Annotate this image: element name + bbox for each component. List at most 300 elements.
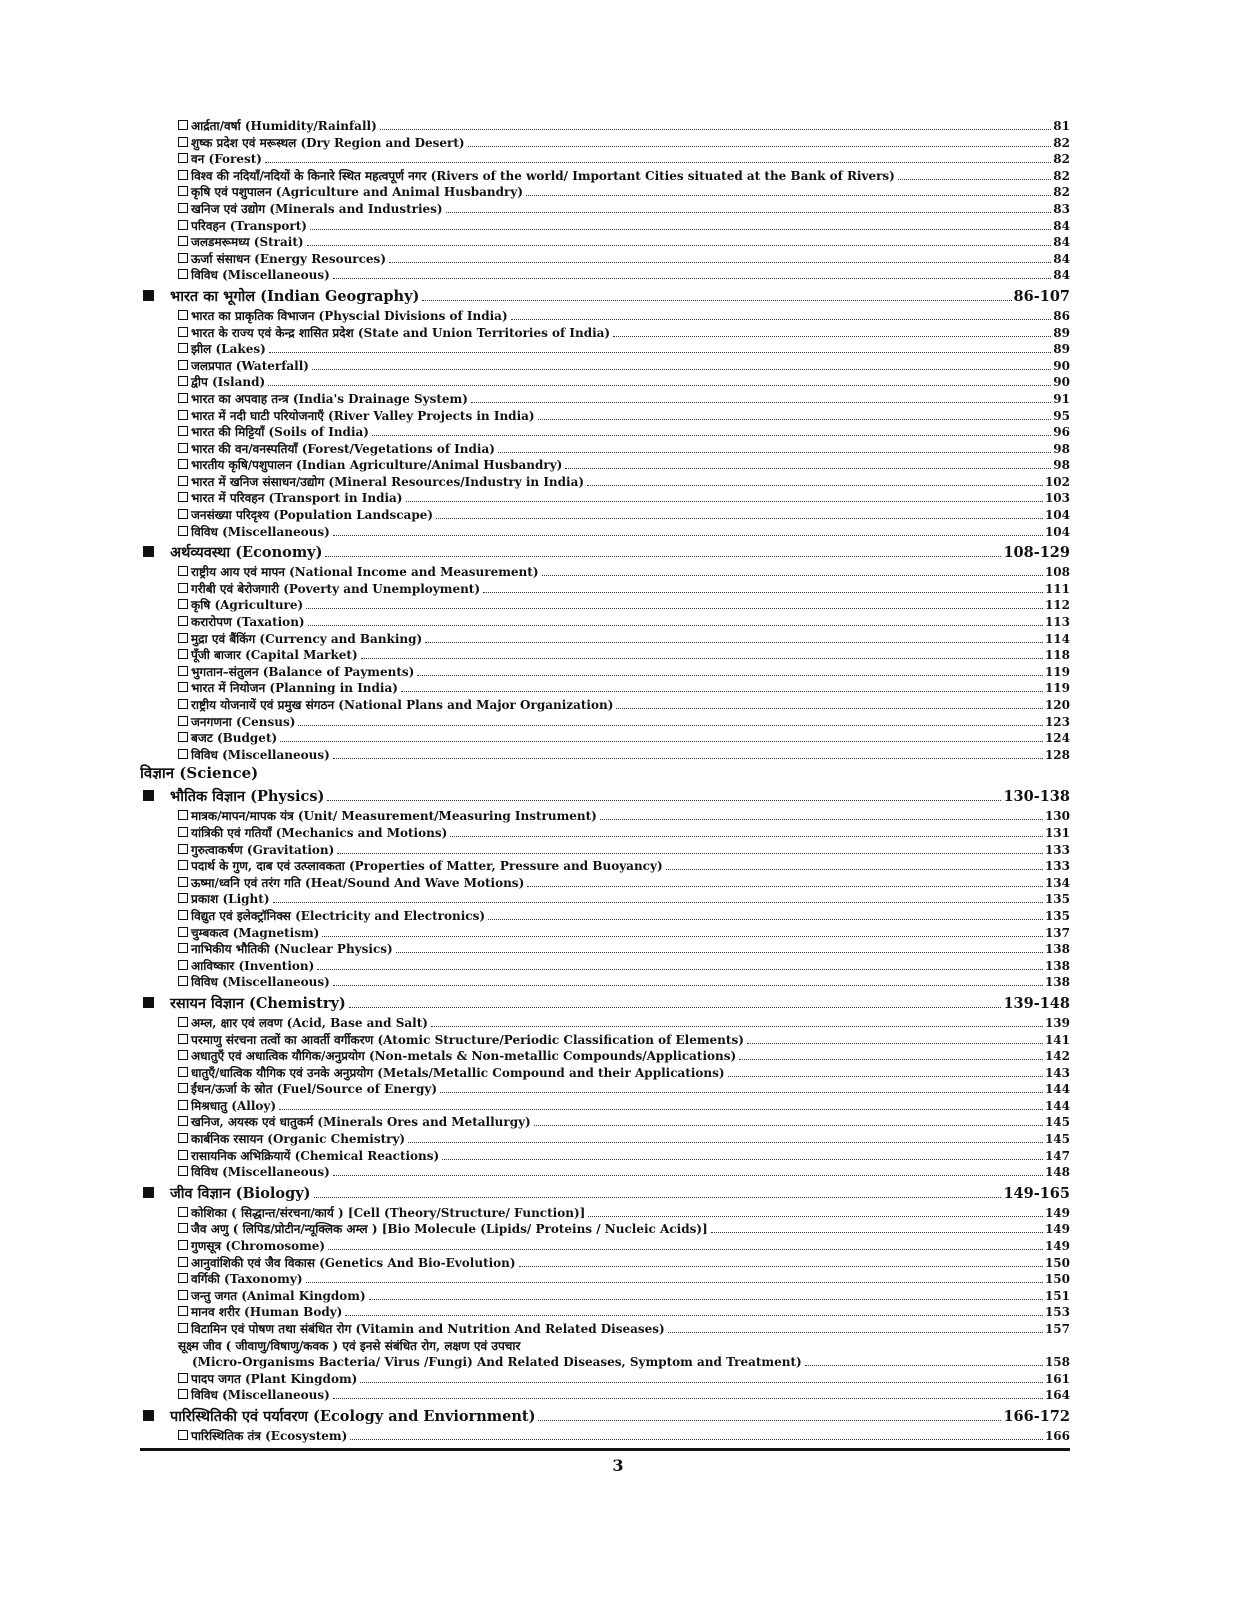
dot-leader — [446, 211, 1052, 213]
toc-entry — [140, 151, 1070, 168]
toc-page-number: 84 — [1053, 268, 1070, 283]
toc-entry-title: कृषि (Agriculture) — [191, 598, 304, 613]
checkbox-bullet-icon — [178, 360, 188, 370]
toc-entry — [140, 1131, 1070, 1148]
toc-page-number: 134 — [1044, 875, 1070, 890]
toc-entry — [140, 564, 1070, 581]
toc-entry — [140, 597, 1070, 614]
toc-entry — [140, 664, 1070, 681]
toc-page-number: 138 — [1044, 975, 1070, 990]
checkbox-bullet-icon — [178, 1373, 188, 1383]
toc-page-number: 104 — [1044, 524, 1070, 539]
toc-chapter-heading — [140, 542, 1070, 564]
toc-page-number: 119 — [1044, 664, 1070, 679]
dot-leader — [333, 1174, 1043, 1176]
toc-entry — [140, 374, 1070, 391]
checkbox-bullet-icon — [178, 927, 188, 937]
toc-entry — [140, 1081, 1070, 1098]
toc-page-number: 108-129 — [1003, 544, 1070, 562]
dot-leader — [401, 690, 1043, 692]
dot-leader — [436, 517, 1043, 519]
toc-chapter-heading — [140, 786, 1070, 808]
toc-page-number: 96 — [1053, 425, 1070, 440]
toc-entry-title: चुम्बकत्व (Magnetism) — [191, 925, 320, 940]
checkbox-bullet-icon — [178, 1100, 188, 1110]
toc-page-number: 86 — [1053, 308, 1070, 323]
toc-entry — [140, 747, 1070, 764]
toc-page-number: 90 — [1053, 375, 1070, 390]
toc-page-number: 150 — [1044, 1255, 1070, 1270]
checkbox-bullet-icon — [178, 960, 188, 970]
toc-page-number: 111 — [1044, 581, 1070, 596]
toc-entry — [140, 1428, 1070, 1445]
toc-entry — [140, 680, 1070, 697]
checkbox-bullet-icon — [178, 137, 188, 147]
checkbox-bullet-icon — [178, 170, 188, 180]
toc-entry — [140, 1205, 1070, 1222]
toc-entry — [140, 358, 1070, 375]
toc-entry-title: जलप्रपात (Waterfall) — [191, 358, 309, 373]
table-of-contents — [140, 118, 1070, 1444]
toc-page-number: 130-138 — [1003, 788, 1070, 806]
toc-page-number: 153 — [1044, 1305, 1070, 1320]
toc-page-number: 150 — [1044, 1272, 1070, 1287]
checkbox-bullet-icon — [178, 749, 188, 759]
checkbox-bullet-icon — [178, 616, 188, 626]
dot-leader — [616, 707, 1043, 709]
toc-entry-title: जैव अणु ( लिपिड/प्रोटीन/न्यूक्लिक अम्ल ) [Bio Molecule (Lipids/ Proteins / Nucleic Acids)] — [191, 1222, 708, 1237]
toc-entry — [140, 1238, 1070, 1255]
toc-page-number: 119 — [1044, 681, 1070, 696]
checkbox-bullet-icon — [178, 526, 188, 536]
toc-page-number: 86-107 — [1013, 287, 1070, 305]
dot-leader — [527, 885, 1043, 887]
toc-entry-title: यांत्रिकी एवं गतियाँ (Mechanics and Motions) — [191, 825, 448, 840]
toc-entry — [140, 808, 1070, 825]
toc-entry-title: विविध (Miscellaneous) — [191, 747, 330, 762]
toc-page-number: 114 — [1044, 631, 1070, 646]
toc-entry-title: अधातुएँ एवं अधात्विक यौगिक/अनुप्रयोग (Non-metals & Non-metallic Compounds/Applications) — [191, 1049, 737, 1064]
dot-leader — [747, 1042, 1043, 1044]
toc-page-number: 89 — [1053, 342, 1070, 357]
checkbox-bullet-icon — [178, 327, 188, 337]
toc-entry — [140, 1098, 1070, 1115]
checkbox-bullet-icon — [178, 310, 188, 320]
toc-page-number: 141 — [1044, 1032, 1070, 1047]
toc-entry — [140, 184, 1070, 201]
toc-entry-title: भारत में नदी घाटी परियोजनाएँ (River Valley Projects in India) — [191, 408, 535, 423]
toc-entry-title: जनसंख्या परिदृश्य (Population Landscape) — [191, 508, 434, 523]
dot-leader — [408, 1141, 1043, 1143]
checkbox-bullet-icon — [178, 1306, 188, 1316]
dot-leader — [431, 1025, 1043, 1027]
checkbox-bullet-icon — [178, 1430, 188, 1440]
toc-entry — [140, 118, 1070, 135]
toc-entry-title: आनुवांशिकी एवं जैव विकास (Genetics And Bio-Evolution) — [191, 1255, 516, 1270]
checkbox-bullet-icon — [178, 844, 188, 854]
toc-entry — [140, 1065, 1070, 1082]
toc-entry-title: जीव विज्ञान (Biology) — [170, 1184, 311, 1202]
dot-leader — [268, 384, 1051, 386]
checkbox-bullet-icon — [178, 153, 188, 163]
dot-leader — [898, 178, 1051, 180]
checkbox-bullet-icon — [178, 1017, 188, 1027]
dot-leader — [440, 1091, 1043, 1093]
toc-page-number: 118 — [1044, 648, 1070, 663]
dot-leader — [361, 657, 1043, 659]
toc-page-number: 147 — [1044, 1148, 1070, 1163]
toc-entry-title: कार्बनिक रसायन (Organic Chemistry) — [191, 1132, 406, 1147]
toc-page-number: 82 — [1053, 135, 1070, 150]
dot-leader — [450, 835, 1043, 837]
toc-entry-title: मानव शरीर (Human Body) — [191, 1305, 343, 1320]
toc-page-number: 138 — [1044, 942, 1070, 957]
dot-leader — [542, 574, 1043, 576]
toc-entry — [140, 457, 1070, 474]
toc-page-number: 84 — [1053, 218, 1070, 233]
dot-leader — [327, 799, 1001, 801]
toc-entry — [140, 1048, 1070, 1065]
toc-entry-title: भारत में नियोजन (Planning in India) — [191, 681, 398, 696]
toc-entry-title: भारत में परिवहन (Transport in India) — [191, 491, 403, 506]
toc-entry-title: वर्गिकी (Taxonomy) — [191, 1272, 303, 1287]
toc-page-number: 139 — [1044, 1015, 1070, 1030]
toc-entry — [140, 201, 1070, 218]
dot-leader — [468, 145, 1052, 147]
toc-entry-title: पारिस्थितिकी एवं पर्यावरण (Ecology and Enviornment) — [170, 1407, 536, 1425]
toc-chapter-heading — [140, 1406, 1070, 1428]
toc-page-number: 133 — [1044, 859, 1070, 874]
toc-entry — [140, 614, 1070, 631]
toc-entry — [140, 842, 1070, 859]
checkbox-bullet-icon — [178, 443, 188, 453]
toc-entry-title: झील (Lakes) — [191, 342, 266, 357]
dot-leader — [280, 740, 1043, 742]
checkbox-bullet-icon — [178, 1133, 188, 1143]
toc-entry-title: विश्व की नदियाँ/नदियों के किनारे स्थित महत्वपूर्ण नगर (Rivers of the world/ Important Cities situated at the Bank of Rivers) — [191, 168, 895, 183]
dot-leader — [350, 1438, 1043, 1440]
checkbox-bullet-icon — [178, 1273, 188, 1283]
dot-leader — [519, 1265, 1043, 1267]
toc-entry — [140, 1288, 1070, 1305]
toc-entry-title: राष्ट्रीय योजनायें एवं प्रमुख संगठन (National Plans and Major Organization) — [191, 698, 614, 712]
toc-entry — [140, 714, 1070, 731]
toc-entry-title: ईंधन/ऊर्जा के स्रोत (Fuel/Source of Energy) — [191, 1082, 438, 1097]
dot-leader — [588, 1215, 1043, 1217]
checkbox-bullet-icon — [178, 893, 188, 903]
checkbox-bullet-icon — [178, 426, 188, 436]
toc-page-number: 144 — [1044, 1098, 1070, 1113]
square-bullet-icon — [143, 290, 154, 301]
toc-entry-title: करारोपण (Taxation) — [191, 615, 305, 630]
toc-entry-title: शुष्क प्रदेश एवं मरूस्थल (Dry Region and Desert) — [191, 135, 465, 150]
toc-entry — [140, 631, 1070, 648]
toc-page-number: 128 — [1044, 747, 1070, 762]
toc-page-number: 143 — [1044, 1065, 1070, 1080]
toc-page-number: 108 — [1044, 565, 1070, 580]
dot-leader — [666, 868, 1043, 870]
dot-leader — [442, 1158, 1043, 1160]
toc-entry — [140, 1371, 1070, 1388]
toc-page-number: 90 — [1053, 358, 1070, 373]
toc-entry-title: विविध (Miscellaneous) — [191, 268, 330, 283]
checkbox-bullet-icon — [178, 682, 188, 692]
toc-entry-title: परिवहन (Transport) — [191, 218, 307, 233]
toc-entry-title: रासायनिक अभिक्रियायें (Chemical Reactions) — [191, 1148, 440, 1163]
checkbox-bullet-icon — [178, 203, 188, 213]
toc-page-number: 164 — [1044, 1388, 1070, 1403]
toc-entry-title: भारत के राज्य एवं केन्द्र शासित प्रदेश (State and Union Territories of India) — [191, 325, 611, 340]
dot-leader — [587, 484, 1043, 486]
toc-page-number: 166-172 — [1003, 1407, 1070, 1425]
toc-page-number: 81 — [1053, 119, 1070, 133]
page-number: 3 — [612, 1456, 624, 1475]
dot-leader — [406, 500, 1043, 502]
toc-entry-title: जन्तु जगत (Animal Kingdom) — [191, 1288, 366, 1303]
toc-entry-title: सूक्ष्म जीव ( जीवाणु/विषाणु/कवक ) एवं इनसे संबंधित रोग, लक्षण एवं उपचार — [178, 1338, 521, 1353]
toc-page-number: 158 — [1044, 1355, 1070, 1370]
toc-entry — [140, 424, 1070, 441]
toc-entry-title: खनिज, अयस्क एवं धातुकर्म (Minerals Ores and Metallurgy) — [191, 1115, 531, 1130]
dot-leader — [668, 1331, 1043, 1333]
toc-entry-title: विटामिन एवं पोषण तथा संबंधित रोग (Vitamin and Nutrition And Related Diseases) — [191, 1322, 665, 1336]
toc-entry-title: मात्रक/मापन/मापक यंत्र (Unit/ Measurement/Measuring Instrument) — [191, 809, 597, 824]
dot-leader — [565, 467, 1051, 469]
toc-entry — [140, 1164, 1070, 1181]
dot-leader — [498, 451, 1051, 453]
dot-leader — [349, 1006, 1002, 1008]
toc-entry-title: वन (Forest) — [191, 152, 262, 167]
toc-entry — [140, 490, 1070, 507]
toc-entry-title: गुणसूत्र (Chromosome) — [191, 1239, 326, 1254]
toc-entry — [140, 168, 1070, 185]
dot-leader — [265, 161, 1051, 163]
checkbox-bullet-icon — [178, 633, 188, 643]
checkbox-bullet-icon — [178, 827, 188, 837]
dot-leader — [372, 434, 1051, 436]
toc-page-number: 98 — [1053, 441, 1070, 456]
square-bullet-icon — [143, 790, 154, 801]
toc-page-number: 123 — [1044, 714, 1070, 729]
checkbox-bullet-icon — [178, 410, 188, 420]
toc-entry — [140, 697, 1070, 714]
toc-page-number: 104 — [1044, 508, 1070, 523]
toc-entry-title: रसायन विज्ञान (Chemistry) — [170, 994, 346, 1012]
toc-page-number: 102 — [1044, 474, 1070, 489]
toc-page-number: 142 — [1044, 1049, 1070, 1064]
toc-entry-title: भुगतान–संतुलन (Balance of Payments) — [191, 664, 415, 679]
dot-leader — [333, 984, 1043, 986]
dot-leader — [369, 1298, 1043, 1300]
toc-entry — [140, 1221, 1070, 1238]
toc-entry — [140, 875, 1070, 892]
toc-entry-title: पारिस्थितिक तंत्र (Ecosystem) — [191, 1428, 348, 1443]
dot-leader — [488, 918, 1043, 920]
dot-leader — [396, 951, 1043, 953]
toc-entry-title: मिश्रधातु (Alloy) — [191, 1098, 277, 1113]
toc-entry — [140, 135, 1070, 152]
checkbox-bullet-icon — [178, 376, 188, 386]
checkbox-bullet-icon — [178, 476, 188, 486]
dot-leader — [805, 1364, 1043, 1366]
dot-leader — [600, 818, 1043, 820]
dot-leader — [333, 534, 1043, 536]
toc-entry — [140, 218, 1070, 235]
toc-entry-title: आविष्कार (Invention) — [191, 958, 315, 973]
dot-leader — [538, 418, 1052, 420]
toc-entry — [140, 891, 1070, 908]
dot-leader — [360, 1381, 1043, 1383]
toc-page-number: 148 — [1044, 1165, 1070, 1180]
dot-leader — [526, 194, 1051, 196]
checkbox-bullet-icon — [178, 1240, 188, 1250]
toc-entry — [140, 1148, 1070, 1165]
checkbox-bullet-icon — [178, 1067, 188, 1077]
toc-entry-title: विज्ञान (Science) — [140, 764, 259, 783]
toc-entry-line — [178, 1338, 1070, 1355]
toc-page-number: 113 — [1044, 615, 1070, 630]
toc-entry — [140, 908, 1070, 925]
toc-page-number: 145 — [1044, 1132, 1070, 1147]
checkbox-bullet-icon — [178, 459, 188, 469]
toc-entry-title: भारत की वन/वनस्पतियाँ (Forest/Vegetations of India) — [191, 441, 495, 456]
toc-entry — [140, 1032, 1070, 1049]
toc-page-number: 131 — [1044, 825, 1070, 840]
checkbox-bullet-icon — [178, 583, 188, 593]
toc-entry — [140, 1255, 1070, 1272]
toc-page-number: 82 — [1053, 168, 1070, 183]
toc-page-number: 135 — [1044, 892, 1070, 907]
toc-entry-title: कृषि एवं पशुपालन (Agriculture and Animal Husbandry) — [191, 185, 523, 200]
toc-page-number: 83 — [1053, 201, 1070, 216]
toc-page-number: 103 — [1044, 491, 1070, 506]
dot-leader — [613, 335, 1051, 337]
toc-page-number: 82 — [1053, 185, 1070, 200]
checkbox-bullet-icon — [178, 910, 188, 920]
checkbox-bullet-icon — [178, 599, 188, 609]
checkbox-bullet-icon — [178, 716, 188, 726]
dot-leader — [471, 401, 1051, 403]
toc-entry — [140, 858, 1070, 875]
toc-entry — [140, 507, 1070, 524]
dot-leader — [306, 607, 1043, 609]
dot-leader — [298, 724, 1042, 726]
checkbox-bullet-icon — [178, 566, 188, 576]
toc-entry — [140, 441, 1070, 458]
toc-page-number: 151 — [1044, 1288, 1070, 1303]
toc-page-number: 120 — [1044, 698, 1070, 712]
checkbox-bullet-icon — [178, 1323, 188, 1333]
toc-entry-title: कोशिका ( सिद्धान्त/संरचना/कार्य ) [Cell (Theory/Structure/ Function)] — [191, 1205, 586, 1220]
checkbox-bullet-icon — [178, 393, 188, 403]
toc-page-number: 89 — [1053, 325, 1070, 340]
toc-page-number: 84 — [1053, 235, 1070, 250]
toc-page-number: 91 — [1053, 391, 1070, 406]
dot-leader — [325, 555, 1001, 557]
dot-leader — [310, 228, 1051, 230]
dot-leader — [538, 1419, 1001, 1421]
toc-entry-title: ऊर्जा संसाधन (Energy Resources) — [191, 251, 386, 266]
checkbox-bullet-icon — [178, 860, 188, 870]
toc-page-number: 145 — [1044, 1115, 1070, 1130]
toc-entry — [140, 925, 1070, 942]
toc-chapter-heading — [140, 1183, 1070, 1205]
dot-leader — [728, 1075, 1043, 1077]
toc-entry — [140, 941, 1070, 958]
toc-page-number: 139-148 — [1003, 994, 1070, 1012]
toc-entry — [140, 1387, 1070, 1404]
toc-page-number: 144 — [1044, 1082, 1070, 1097]
checkbox-bullet-icon — [178, 1207, 188, 1217]
dot-leader — [312, 368, 1051, 370]
toc-entry-line — [178, 1354, 1070, 1371]
checkbox-bullet-icon — [178, 492, 188, 502]
dot-leader — [322, 935, 1043, 937]
checkbox-bullet-icon — [178, 666, 188, 676]
checkbox-bullet-icon — [178, 253, 188, 263]
toc-entry-title: प्रकाश (Light) — [191, 892, 270, 907]
toc-entry — [140, 1114, 1070, 1131]
checkbox-bullet-icon — [178, 976, 188, 986]
dot-leader — [273, 901, 1043, 903]
dot-leader — [739, 1058, 1043, 1060]
checkbox-bullet-icon — [178, 1150, 188, 1160]
dot-leader — [511, 318, 1052, 320]
toc-entry — [140, 730, 1070, 747]
dot-leader — [711, 1231, 1043, 1233]
toc-entry — [140, 234, 1070, 251]
toc-entry-title: भारत में खनिज संसाधन/उद्योग (Mineral Resources/Industry in India) — [191, 474, 585, 489]
toc-chapter-heading — [140, 993, 1070, 1015]
toc-entry — [140, 1271, 1070, 1288]
dot-leader — [308, 624, 1043, 626]
dot-leader — [534, 1124, 1043, 1126]
checkbox-bullet-icon — [178, 236, 188, 246]
toc-entry-title: अर्थव्यवस्था (Economy) — [170, 544, 323, 562]
checkbox-bullet-icon — [178, 120, 188, 130]
toc-entry — [140, 341, 1070, 358]
checkbox-bullet-icon — [178, 732, 188, 742]
dot-leader — [269, 351, 1052, 353]
checkbox-bullet-icon — [178, 509, 188, 519]
dot-leader — [306, 1281, 1043, 1283]
toc-entry — [140, 325, 1070, 342]
toc-entry-title: भौतिक विज्ञान (Physics) — [170, 788, 325, 806]
checkbox-bullet-icon — [178, 269, 188, 279]
toc-entry — [140, 267, 1070, 284]
toc-page-number: 149 — [1044, 1239, 1070, 1254]
toc-entry — [140, 391, 1070, 408]
checkbox-bullet-icon — [178, 220, 188, 230]
toc-entry-title: भारत का भूगोल (Indian Geography) — [170, 287, 420, 305]
toc-page-number: 98 — [1053, 458, 1070, 473]
square-bullet-icon — [143, 997, 154, 1008]
dot-leader — [417, 674, 1043, 676]
toc-page-number: 149 — [1044, 1205, 1070, 1220]
dot-leader — [337, 852, 1043, 854]
toc-entry-title: जलडमरूमध्य (Strait) — [191, 235, 304, 250]
toc-entry-title: खनिज एवं उद्योग (Minerals and Industries) — [191, 201, 443, 216]
checkbox-bullet-icon — [178, 1166, 188, 1176]
toc-page-number: 84 — [1053, 251, 1070, 266]
toc-section-heading — [140, 763, 1070, 784]
toc-entry — [140, 958, 1070, 975]
toc-entry-title: द्वीप (Island) — [191, 375, 266, 390]
toc-entry-title: गरीबी एवं बेरोजगारी (Poverty and Unemployment) — [191, 581, 481, 596]
toc-entry-title: धातुएँ/धात्विक यौगिक एवं उनके अनुप्रयोग (Metals/Metallic Compound and their Applications) — [191, 1065, 725, 1080]
toc-entry-title: गुरुत्वाकर्षण (Gravitation) — [191, 842, 335, 857]
checkbox-bullet-icon — [178, 699, 188, 709]
